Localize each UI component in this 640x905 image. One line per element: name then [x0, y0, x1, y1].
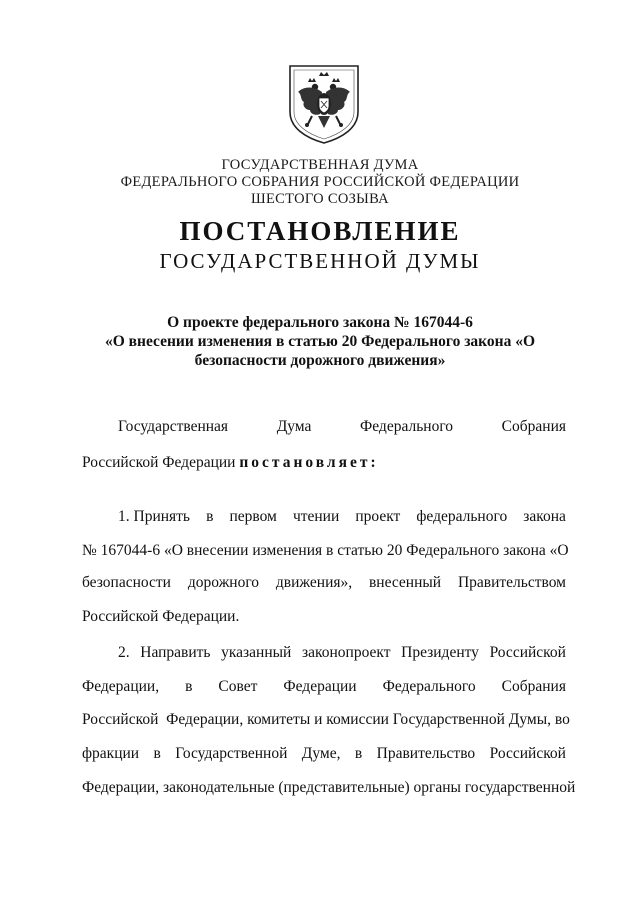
- preamble-text: Российской Федерации: [82, 454, 240, 471]
- item2-word: фракции: [82, 745, 140, 762]
- item1-line1: [118, 507, 566, 527]
- item1-line2: № 167044-6 «О внесении изменения в статью 20 Федерального закона «О: [82, 542, 569, 559]
- preamble-word: Дума: [276, 418, 312, 435]
- item2-word: 2.: [118, 644, 130, 661]
- item2-line4: [82, 744, 566, 764]
- item2-word: в: [185, 678, 193, 695]
- item2-word: Президенту: [401, 644, 479, 661]
- item2-word: Направить: [140, 644, 211, 661]
- item2-word: указанный: [221, 644, 292, 661]
- item1-word: движения»,: [275, 574, 353, 591]
- item2-word: Федерального: [382, 678, 476, 695]
- item1-word: внесенный: [368, 574, 442, 591]
- item2-word: Федерации,: [82, 678, 160, 695]
- decree-word: постановляет:: [239, 454, 379, 471]
- preamble-line1: [118, 417, 566, 437]
- item1-word: в: [206, 508, 214, 525]
- item1-word: безопасности: [82, 574, 171, 591]
- item1-word: Правительством: [457, 574, 566, 591]
- preamble-line2: [82, 453, 566, 473]
- item2-line2: [82, 677, 566, 697]
- item2-word: Собрания: [501, 678, 566, 695]
- item2-word: в: [153, 745, 161, 762]
- org-name-line2: ФЕДЕРАЛЬНОГО СОБРАНИЯ РОССИЙСКОЙ ФЕДЕРАЦИИ: [120, 174, 520, 190]
- convocation-line: ШЕСТОГО СОЗЫВА: [251, 191, 389, 207]
- preamble-word: Собрания: [501, 418, 566, 435]
- item2-word: Российской: [489, 745, 566, 762]
- item1-word: первом: [229, 508, 277, 525]
- item1-word: федерального: [416, 508, 508, 525]
- item2-word: Совет: [218, 678, 258, 695]
- item1-line4: Российской Федерации.: [82, 608, 240, 625]
- resolution-heading-line3: безопасности дорожного движения»: [194, 352, 446, 369]
- item2-word: Думе,: [301, 745, 341, 762]
- document-title: ПОСТАНОВЛЕНИЕ: [179, 216, 461, 246]
- item2-line1: [118, 643, 566, 663]
- item2-word: Федерации: [283, 678, 357, 695]
- item1-word: проект: [355, 508, 401, 525]
- preamble-word: Государственная: [118, 418, 229, 435]
- item2-word: законопроект: [301, 644, 391, 661]
- item1-line3: [82, 573, 566, 593]
- preamble-word: Федерального: [360, 418, 454, 435]
- item1-word: закона: [523, 508, 566, 525]
- item1-word: дорожного: [187, 574, 260, 591]
- resolution-heading-line2: «О внесении изменения в статью 20 Федерального закона «О: [104, 333, 536, 350]
- document-subtitle: ГОСУДАРСТВЕННОЙ ДУМЫ: [159, 249, 481, 273]
- item2-word: Российской: [489, 644, 566, 661]
- item2-line5: Федерации, законодательные (представительные) органы государственной: [82, 779, 576, 796]
- item2-word: в: [354, 745, 363, 762]
- item2-word: Правительство: [376, 745, 476, 762]
- item2-line3: Российской Федерации, комитеты и комиссии Государственной Думы, во: [82, 711, 570, 728]
- item1-word: 1. Принять: [118, 508, 191, 525]
- coat-of-arms-emblem-icon: [286, 62, 362, 146]
- org-name-line1: ГОСУДАРСТВЕННАЯ ДУМА: [221, 157, 419, 173]
- item1-word: чтении: [292, 508, 340, 525]
- resolution-heading-line1: О проекте федерального закона № 167044-6: [167, 314, 473, 331]
- item2-word: Государственной: [175, 745, 288, 762]
